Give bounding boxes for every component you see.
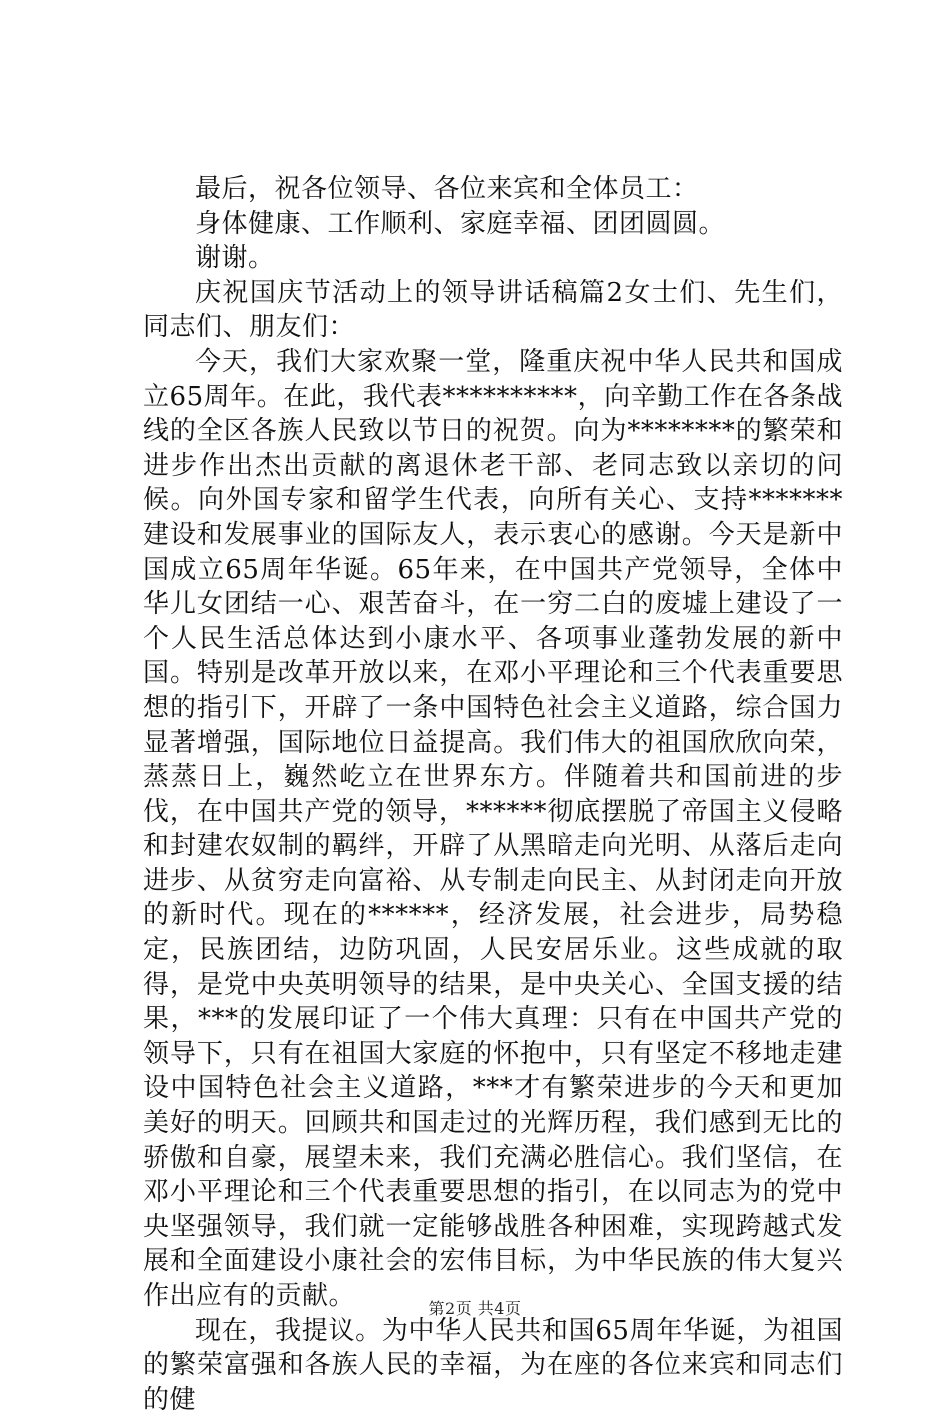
paragraph-closing-wishes: 最后，祝各位领导、各位来宾和全体员工： — [195, 174, 699, 204]
paragraph-speech-2-title: 庆祝国庆节活动上的领导讲话稿篇2女士们、先生们，同志们、朋友们： — [143, 277, 843, 343]
document-body — [143, 172, 843, 1417]
paragraph-speech-2-body: 今天，我们大家欢聚一堂，隆重庆祝中华人民共和国成立65周年。在此，我代表**********，向辛勤工作在各条战线的全区各族人民致以节日的祝贺。向为********的繁荣和进步作出杰出贡献的离退休老干部、老同志致以亲切的问候。向外国专家和留学生代表，向所有关心、支持*******建设和发展事业的国际友人，表示衷心的感谢。今天是新中国成立65周年华诞。65年来，在中国共产党领导，全体中华儿女团结一心、艰苦奋斗，在一穷二白的废墟上建设了一个人民生活总体达到小康水平、各项事业蓬勃发展的新中国。特别是改革开放以来，在邓小平理论和三个代表重要思想的指引下，开辟了一条中国特色社会主义道路，综合国力显著增强，国际地位日益提高。我们伟大的祖国欣欣向荣，蒸蒸日上，巍然屹立在世界东方。伴随着共和国前进的步伐，在中国共产党的领导，******彻底摆脱了帝国主义侵略和封建农奴制的羁绊，开辟了从黑暗走向光明、从落后走向进步、从贫穷走向富裕、从专制走向民主、从封闭走向开放的新时代。现在的******，经济发展，社会进步，局势稳定，民族团结，边防巩固，人民安居乐业。这些成就的取得，是党中央英明领导的结果，是中央关心、全国支援的结果，***的发展印证了一个伟大真理：只有在中国共产党的领导下，只有在祖国大家庭的怀抱中，只有坚定不移地走建设中国特色社会主义道路，***才有繁荣进步的今天和更加美好的明天。回顾共和国走过的光辉历程，我们感到无比的骄傲和自豪，展望未来，我们充满必胜信心。我们坚信，在邓小平理论和三个代表重要思想的指引，在以同志为的党中央坚强领导，我们就一定能够战胜各种困难，实现跨越式发展和全面建设小康社会的宏伟目标，为中华民族的伟大复兴作出应有的贡献。 — [143, 346, 843, 1311]
page-number-footer: 第2页 共4页 — [428, 1299, 522, 1318]
paragraph-blessings: 身体健康、工作顺利、家庭幸福、团团圆圆。 — [195, 208, 726, 239]
paragraph-toast: 现在，我提议。为中华人民共和国65周年华诞，为祖国的繁荣富强和各族人民的幸福，为在座的各位来宾和同志们的健 — [143, 1315, 843, 1415]
paragraph-thanks: 谢谢。 — [195, 243, 275, 274]
